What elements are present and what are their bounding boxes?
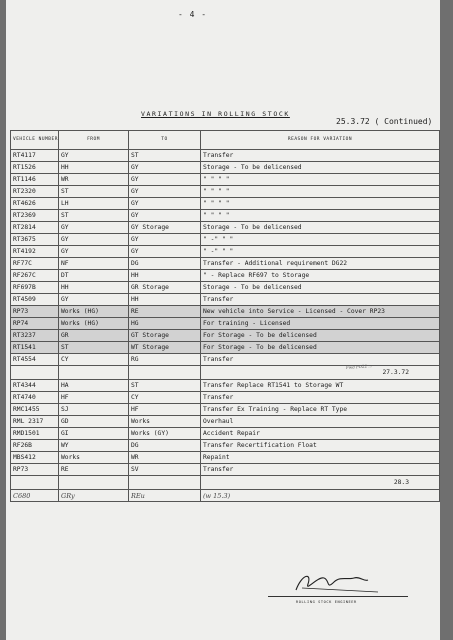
to-cell: GY [129, 246, 201, 258]
table-row [11, 490, 440, 502]
from-cell: WR [59, 174, 129, 186]
table-row [11, 330, 440, 342]
table-row [11, 210, 440, 222]
table-row [11, 452, 440, 464]
signature [268, 568, 408, 598]
to-cell: WT Storage [129, 342, 201, 354]
from-cell: Works (HG) [59, 318, 129, 330]
signature-caption: ROLLING STOCK ENGINEER [296, 600, 357, 604]
from-cell: GR [59, 330, 129, 342]
to-cell: Works [129, 416, 201, 428]
reason-cell: " " " " [201, 186, 440, 198]
table-row [11, 354, 440, 366]
from-cell: RE [59, 464, 129, 476]
table-row [11, 464, 440, 476]
reason-cell: " " " " [201, 198, 440, 210]
signature-line [268, 596, 408, 597]
table-row [11, 416, 440, 428]
from-cell: GY [59, 234, 129, 246]
vehicle-cell: RF77C [11, 258, 59, 270]
table-row [11, 162, 440, 174]
vehicle-cell: RT4117 [11, 150, 59, 162]
vehicle-cell: RF267C [11, 270, 59, 282]
document-page [6, 0, 440, 640]
reason-cell: Transfer [201, 294, 440, 306]
from-cell: NF [59, 258, 129, 270]
to-cell: DG [129, 258, 201, 270]
reason-cell: Transfer - Additional requirement DG22 [201, 258, 440, 270]
to-cell: HF [129, 404, 201, 416]
column-header-reason: REASON FOR VARIATION [201, 131, 440, 150]
vehicle-cell: RT4509 [11, 294, 59, 306]
table-row [11, 404, 440, 416]
reason-cell: Storage - To be delicensed [201, 162, 440, 174]
vehicle-cell: RP74 [11, 318, 59, 330]
vehicle-cell: RT4192 [11, 246, 59, 258]
to-cell: GT Storage [129, 330, 201, 342]
from-cell: GY [59, 150, 129, 162]
reason-cell: For training - Licensed [201, 318, 440, 330]
to-cell: WR [129, 452, 201, 464]
vehicle-cell: RT3237 [11, 330, 59, 342]
vehicle-cell [11, 476, 59, 490]
from-cell: HA [59, 380, 129, 392]
reason-cell: Storage - To be delicensed [201, 222, 440, 234]
margin-note: Fwd PD22 ... [345, 363, 373, 370]
column-header-vehicle: VEHICLE NUMBER [11, 131, 59, 150]
table-row [11, 440, 440, 452]
to-cell: HG [129, 318, 201, 330]
from-cell: HH [59, 162, 129, 174]
vehicle-cell: RT1146 [11, 174, 59, 186]
vehicle-cell: RT4740 [11, 392, 59, 404]
to-cell: RE [129, 306, 201, 318]
reason-cell: Transfer [201, 354, 440, 366]
from-cell: Works [59, 452, 129, 464]
to-cell: DG [129, 440, 201, 452]
to-cell: GY [129, 234, 201, 246]
document-heading: VARIATIONS IN ROLLING STOCK [141, 110, 290, 118]
reason-cell: Transfer Recertification Float [201, 440, 440, 452]
reason-cell: " -" " " [201, 246, 440, 258]
vehicle-cell: C680 [11, 490, 59, 502]
vehicle-cell: RT2814 [11, 222, 59, 234]
reason-cell: Transfer [201, 464, 440, 476]
vehicle-cell: RMD1501 [11, 428, 59, 440]
to-cell: CY [129, 392, 201, 404]
reason-cell: " " " " [201, 210, 440, 222]
to-cell: GY [129, 210, 201, 222]
table-row [11, 428, 440, 440]
table-row [11, 258, 440, 270]
table-row [11, 222, 440, 234]
from-cell: SJ [59, 404, 129, 416]
from-cell: GD [59, 416, 129, 428]
to-cell: Works (GY) [129, 428, 201, 440]
to-cell: ST [129, 380, 201, 392]
table-row [11, 306, 440, 318]
table-row [11, 198, 440, 210]
table-row [11, 246, 440, 258]
reason-cell: Storage - To be delicensed [201, 282, 440, 294]
vehicle-cell: RT1541 [11, 342, 59, 354]
table-row [11, 234, 440, 246]
reason-cell: For Storage - To be delicensed [201, 330, 440, 342]
reason-cell: " - Replace RF697 to Storage [201, 270, 440, 282]
vehicle-cell: RMC1455 [11, 404, 59, 416]
vehicle-cell: RT3675 [11, 234, 59, 246]
vehicle-cell: RT4626 [11, 198, 59, 210]
table-row [11, 392, 440, 404]
table-row [11, 318, 440, 330]
from-cell: DT [59, 270, 129, 282]
reason-cell: Overhaul [201, 416, 440, 428]
vehicle-cell: RT4554 [11, 354, 59, 366]
to-cell: REu [129, 490, 201, 502]
from-cell: ST [59, 186, 129, 198]
from-cell: GY [59, 246, 129, 258]
to-cell: RG [129, 354, 201, 366]
vehicle-cell: RML 2317 [11, 416, 59, 428]
to-cell: GR Storage [129, 282, 201, 294]
table-row [11, 186, 440, 198]
page-number: - 4 - [178, 10, 208, 19]
heading-date: 25.3.72 ( Continued) [336, 117, 433, 126]
vehicle-cell: RF697B [11, 282, 59, 294]
to-cell [129, 366, 201, 380]
column-header-to: TO [129, 131, 201, 150]
reason-cell: Transfer Ex Training - Replace RT Type [201, 404, 440, 416]
table-row [11, 342, 440, 354]
vehicle-cell: RF26B [11, 440, 59, 452]
to-cell [129, 476, 201, 490]
table-row [11, 380, 440, 392]
reason-cell: Accident Repair [201, 428, 440, 440]
from-cell: Works (HG) [59, 306, 129, 318]
to-cell: GY [129, 174, 201, 186]
from-cell [59, 476, 129, 490]
vehicle-cell: RP73 [11, 306, 59, 318]
column-header-from: FROM [59, 131, 129, 150]
vehicle-cell: RT1526 [11, 162, 59, 174]
table-row [11, 282, 440, 294]
table-row [11, 476, 440, 490]
to-cell: GY [129, 186, 201, 198]
from-cell: GI [59, 428, 129, 440]
vehicle-cell: MBS412 [11, 452, 59, 464]
rolling-stock-table [10, 130, 440, 502]
from-cell: GRy [59, 490, 129, 502]
reason-cell: New vehicle into Service - Licensed - Cover RP23 [201, 306, 440, 318]
to-cell: SV [129, 464, 201, 476]
to-cell: GY [129, 162, 201, 174]
to-cell: ST [129, 150, 201, 162]
vehicle-cell [11, 366, 59, 380]
reason-cell: For Storage - To be delicensed [201, 342, 440, 354]
reason-cell: (w 15.3) [201, 490, 440, 502]
reason-cell: Transfer Replace RT1541 to Storage WT [201, 380, 440, 392]
to-cell: HH [129, 270, 201, 282]
vehicle-cell: RT4344 [11, 380, 59, 392]
reason-cell: 27.3.72 [201, 366, 440, 380]
reason-cell: " " " " [201, 174, 440, 186]
from-cell: ST [59, 210, 129, 222]
to-cell: GY Storage [129, 222, 201, 234]
from-cell: HF [59, 392, 129, 404]
reason-cell: Repaint [201, 452, 440, 464]
to-cell: HH [129, 294, 201, 306]
table-header-row [11, 131, 440, 150]
vehicle-cell: RT2320 [11, 186, 59, 198]
table-row [11, 294, 440, 306]
table-row [11, 270, 440, 282]
from-cell: ST [59, 342, 129, 354]
table-row [11, 150, 440, 162]
from-cell: GY [59, 222, 129, 234]
from-cell: CY [59, 354, 129, 366]
table-row [11, 366, 440, 380]
vehicle-cell: RP73 [11, 464, 59, 476]
reason-cell: " -" " " [201, 234, 440, 246]
from-cell: HH [59, 282, 129, 294]
reason-cell: Transfer [201, 150, 440, 162]
from-cell [59, 366, 129, 380]
from-cell: LH [59, 198, 129, 210]
vehicle-cell: RT2369 [11, 210, 59, 222]
reason-cell: 28.3 [201, 476, 440, 490]
to-cell: GY [129, 198, 201, 210]
reason-cell: Transfer [201, 392, 440, 404]
table-row [11, 174, 440, 186]
from-cell: GY [59, 294, 129, 306]
from-cell: WY [59, 440, 129, 452]
